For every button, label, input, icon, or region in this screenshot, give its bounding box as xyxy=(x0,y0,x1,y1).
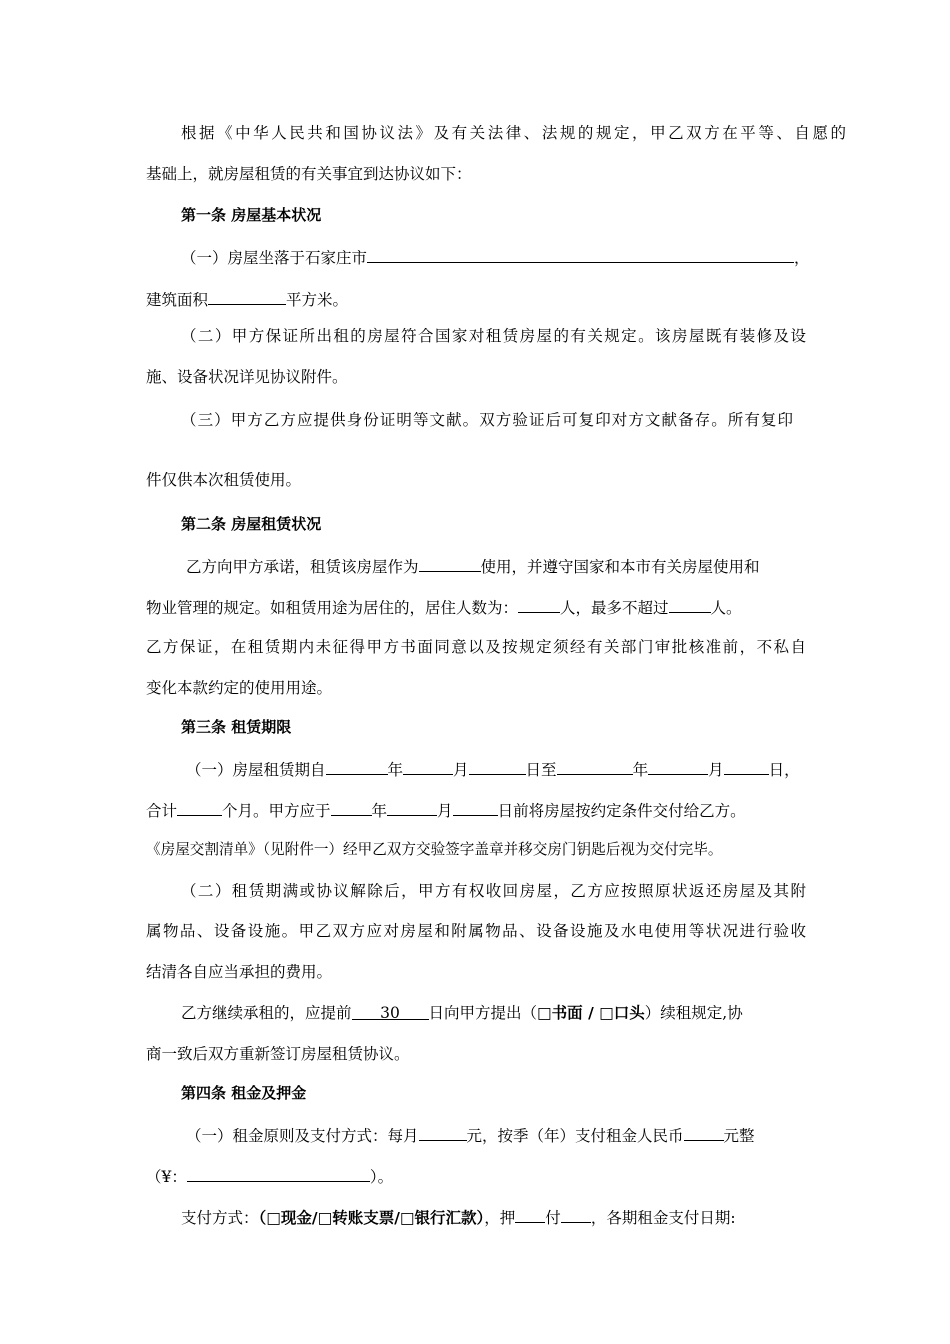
end-month-blank xyxy=(648,757,708,775)
payment-method-line: 支付方式：（□现金/□转账支票/□银行汇款），押 付 ，各期租金支付日期: xyxy=(181,1205,816,1229)
start-month-blank xyxy=(403,757,453,775)
pay-months-blank xyxy=(561,1205,591,1223)
article-2-heading: 第二条 房屋租赁状况 xyxy=(181,515,322,533)
article-2-line-2: 物业管理的规定。如租赁用途为居住的，居住人数为： 人，最多不超过 人。 xyxy=(146,595,811,619)
deposit-months-blank xyxy=(515,1205,545,1223)
renewal-days-field: 30 xyxy=(352,1002,429,1020)
article-3-item-1-line-2: 合计 个月。甲方应于 年 月 日前将房屋按约定条件交付给乙方。 xyxy=(146,798,811,822)
renewal-line-2: 商一致后双方重新签订房屋租赁协议。 xyxy=(146,1045,410,1063)
article-4-heading: 第四条 租金及押金 xyxy=(181,1084,307,1102)
period-rent-blank xyxy=(684,1123,724,1141)
article-3-item-2-line-1: （二）租赁期满或协议解除后，甲方有权收回房屋，乙方应按照原状返还房屋及其附 xyxy=(181,882,806,900)
article-3-item-1-line-3: 《房屋交割清单》（见附件一）经甲乙双方交验签字盖章并移交房门钥匙后视为交付完毕。 xyxy=(146,841,723,858)
area-blank xyxy=(208,287,286,305)
article-4-item-1-line-2: （¥： ）。 xyxy=(146,1164,811,1188)
start-day-blank xyxy=(469,757,526,775)
article-4-item-1-line-1: （一）租金原则及支付方式：每月 元，按季（年）支付租金人民币 元整 xyxy=(186,1123,806,1147)
end-year-blank xyxy=(557,757,633,775)
handover-year-blank xyxy=(331,798,372,816)
article-1-item-1-line-2: 建筑面积 平方米。 xyxy=(146,287,811,311)
payment-method-options: （□现金/□转账支票/□银行汇款） xyxy=(258,1209,485,1227)
end-day-blank xyxy=(724,757,769,775)
article-1-item-3-line-1: （三）甲方乙方应提供身份证明等文献。双方验证后可复印对方文献备存。所有复印 xyxy=(181,411,793,429)
article-1-heading: 第一条 房屋基本状况 xyxy=(181,206,322,224)
article-3-heading: 第三条 租赁期限 xyxy=(181,718,292,736)
residents-blank xyxy=(518,595,560,613)
article-2-line-1: 乙方向甲方承诺，租赁该房屋作为 使用，并遵守国家和本市有关房屋使用和 xyxy=(186,554,806,578)
article-1-item-1-line-1: （一）房屋坐落于石家庄市 ， xyxy=(181,245,821,269)
article-3-item-2-line-2: 属物品、设备设施。甲乙双方应对房屋和附属物品、设备设施及水电使用等状况进行验收 xyxy=(146,922,806,940)
handover-day-blank xyxy=(453,798,498,816)
article-2-line-3: 乙方保证，在租赁期内未征得甲方书面同意以及按规定须经有关部门审批核准前，不私自 xyxy=(146,638,806,656)
monthly-rent-blank xyxy=(419,1123,467,1141)
total-months-blank xyxy=(177,798,222,816)
renewal-line-1: 乙方继续承租的，应提前 30 日向甲方提出（□书面 / □口头）续租规定,协 xyxy=(181,1004,743,1022)
article-1-item-2-line-1: （二）甲方保证所出租的房屋符合国家对租赁房屋的有关规定。该房屋既有装修及设 xyxy=(181,327,806,345)
intro-line-2: 基础上，就房屋租赁的有关事宜到达协议如下： xyxy=(146,165,472,183)
renewal-method-options: □书面 / □口头 xyxy=(537,1004,645,1022)
article-1-item-3-line-2: 件仅供本次租赁使用。 xyxy=(146,471,302,489)
intro-line-1: 根据《中华人民共和国协议法》及有关法律、法规的规定，甲乙双方在平等、自愿的 xyxy=(181,124,846,142)
address-blank xyxy=(367,245,794,263)
max-residents-blank xyxy=(669,595,711,613)
handover-month-blank xyxy=(387,798,437,816)
usage-blank xyxy=(419,554,481,572)
article-3-item-1-line-1: （一）房屋租赁期自 年 月 日至 年 月 日， xyxy=(186,757,806,781)
article-3-item-2-line-3: 结清各自应当承担的费用。 xyxy=(146,963,333,981)
start-year-blank xyxy=(326,757,388,775)
article-2-line-4: 变化本款约定的使用用途。 xyxy=(146,679,333,697)
article-1-item-2-line-2: 施、设备状况详见协议附件。 xyxy=(146,368,348,386)
rent-amount-blank xyxy=(187,1164,370,1182)
